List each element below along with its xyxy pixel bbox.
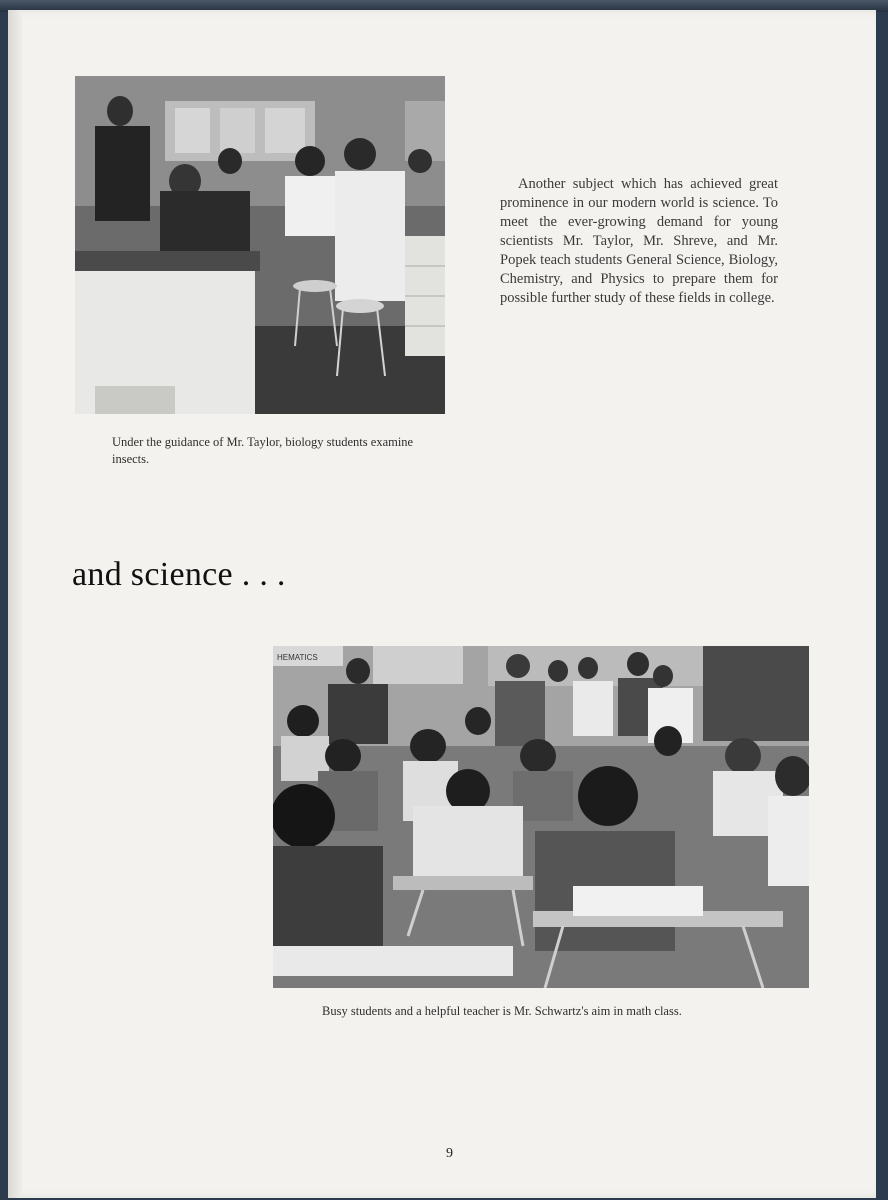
page-number: 9 — [446, 1146, 453, 1161]
page-gutter — [8, 10, 22, 1198]
biology-photo-caption: Under the guidance of Mr. Taylor, biology students examine insects. — [112, 435, 414, 466]
section-heading: and science . . . — [72, 556, 286, 593]
biology-lab-photo — [75, 76, 445, 414]
classroom-sign-text: HEMATICS — [277, 653, 318, 662]
math-photo-caption: Busy students and a helpful teacher is Mr. Schwartz's aim in math class. — [322, 1004, 682, 1018]
math-class-photo — [273, 646, 809, 988]
yearbook-page — [8, 10, 876, 1198]
science-paragraph: Another subject which has achieved great prominence in our modern world is science. To meet the ever-growing demand for young scientists Mr. Taylor, Mr. Shreve, and Mr. Popek teach students General Science, Biology, Chemistry, and Physics to prepare them for possible further study of these fields in college. — [500, 176, 778, 306]
